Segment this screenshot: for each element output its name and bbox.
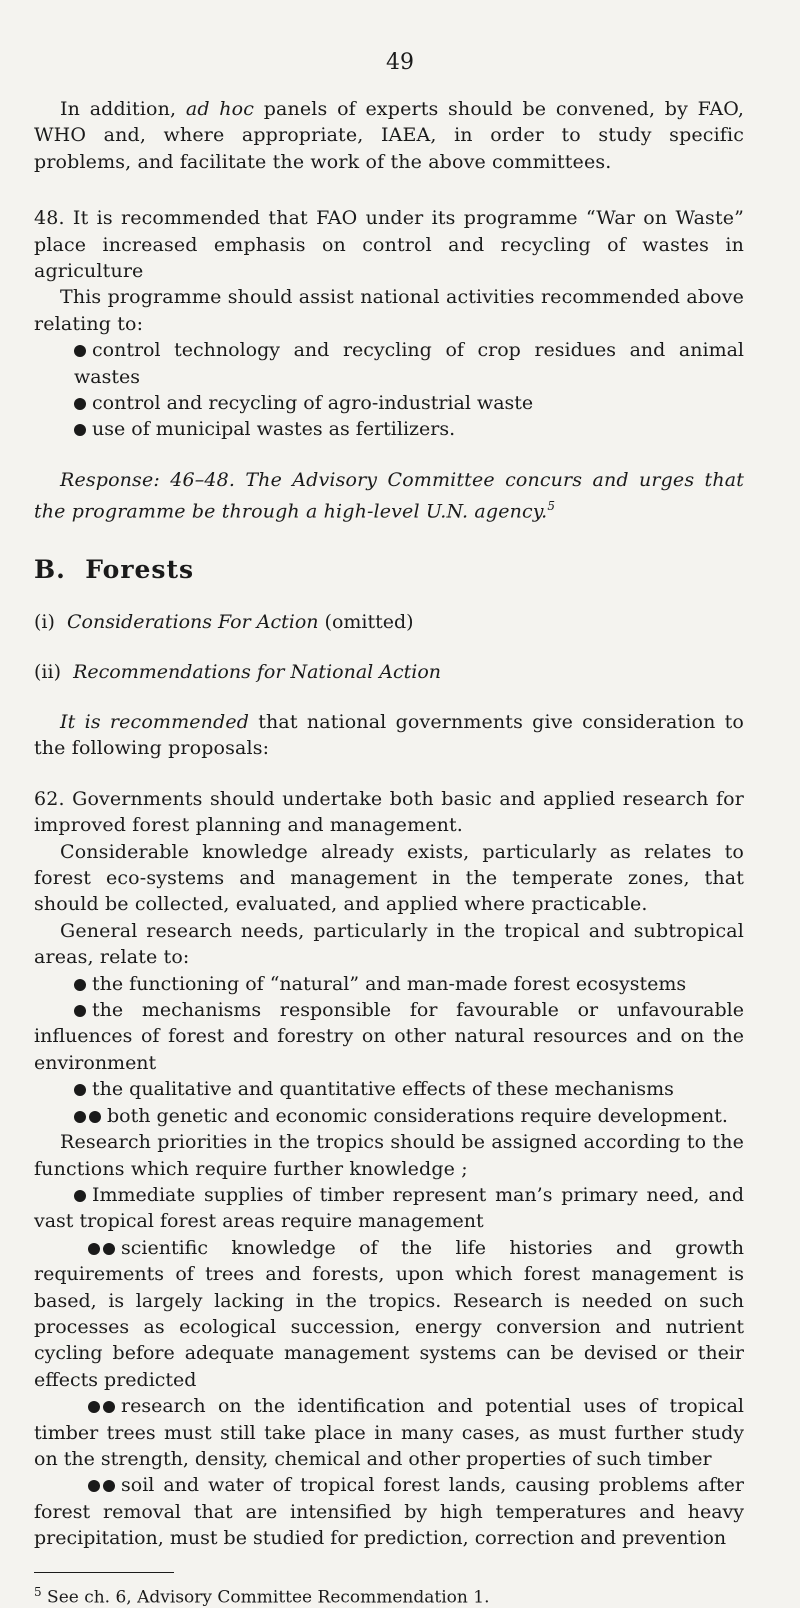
subsection-ii-title: Recommendations for National Action	[73, 661, 442, 684]
bullet-icon	[74, 1190, 86, 1202]
section-letter: B.	[34, 555, 66, 585]
bullet-text: control and recycling of agro-industrial waste	[92, 392, 534, 415]
page-content	[34, 96, 744, 1608]
bullet-item	[74, 390, 744, 416]
double-bullet-item	[34, 1393, 744, 1472]
bullet-icon	[74, 424, 86, 436]
double-bullet-item	[34, 1472, 744, 1551]
subsection-ii	[34, 659, 744, 685]
bullet-icon	[74, 979, 86, 991]
subsection-i-title: Considerations For Action	[67, 611, 319, 634]
subsection-i-note: (omitted)	[324, 611, 414, 634]
bullet-icon	[103, 1243, 115, 1255]
bullet-icon	[88, 1480, 100, 1492]
bullet-item	[74, 1076, 744, 1102]
bullet-text: soil and water of tropical forest lands, causing problems after forest removal that are intensified by high temperatures and heavy precipitation, must be studied for prediction, correction and prevention	[34, 1474, 744, 1550]
intro-text-adhoc: ad hoc	[185, 98, 255, 120]
recommendation-62-bullets	[34, 971, 744, 1129]
recommendation-62: 62. Governments should undertake both basic and applied research for improved forest planning and management.	[34, 787, 744, 837]
lead-italic: It is recommended	[60, 711, 250, 734]
subsection-i	[34, 609, 744, 635]
bullet-icon	[74, 398, 86, 410]
bullet-item	[34, 997, 744, 1076]
bullet-icon	[88, 1243, 100, 1255]
intro-paragraph	[34, 96, 744, 175]
recommendation-48: 48. It is recommended that FAO under its programme “War on Waste” place increased emphasis on control and recycling of wastes in agriculture	[34, 207, 744, 283]
footnote-divider	[34, 1572, 174, 1573]
page-number: 49	[386, 50, 414, 75]
recommendation-48-bullets	[34, 337, 744, 443]
bullet-text: research on the identification and potential uses of tropical timber trees must still take place in many cases, as must further study on the strength, density, chemical and other properties of such timber	[34, 1395, 744, 1470]
bullet-icon	[74, 1111, 86, 1123]
lead-paragraph	[34, 709, 744, 762]
response-label: Response:	[60, 468, 160, 491]
bullet-icon	[74, 345, 86, 357]
intro-text-c: panels of experts should be convened, by FAO, WHO and, where appropriate, IAEA, in order to study specific problems, and facilitate the work of the above committees.	[34, 98, 745, 173]
bullet-text: Immediate supplies of timber represent man’s primary need, and vast tropical forest areas require management	[34, 1183, 744, 1233]
bullet-text: the functioning of “natural” and man-made forest ecosystems	[92, 972, 687, 995]
footnote-ref: 5	[547, 499, 556, 514]
bullet-item	[74, 416, 744, 442]
bullet-text: the mechanisms responsible for favourable or unfavourable influences of forest and forestry on other natural resources and on the environment	[34, 999, 744, 1074]
response-text: 46–48. The Advisory Committee concurs and urges that the programme be through a high-level U.N. agency.	[34, 468, 744, 523]
subsection-ii-number: (ii)	[34, 661, 61, 684]
bullet-icon	[88, 1401, 100, 1413]
bullet-text: both genetic and economic considerations require development.	[107, 1104, 728, 1127]
bullet-text: the qualitative and quantitative effects of these mechanisms	[92, 1078, 674, 1101]
footnote	[34, 1581, 744, 1608]
recommendation-48-sub: This programme should assist national activities recommended above relating to:	[34, 286, 744, 335]
response-paragraph	[34, 467, 744, 525]
bullet-icon	[89, 1111, 101, 1123]
bullet-icon	[103, 1480, 115, 1492]
section-title: Forests	[85, 555, 195, 585]
bullet-text: control technology and recycling of crop residues and animal wastes	[74, 339, 744, 388]
bullet-icon	[74, 1084, 86, 1096]
bullet-icon	[74, 1005, 86, 1017]
bullet-text: use of municipal wastes as fertilizers.	[92, 418, 456, 441]
lead-rest: that national governments give consideration to the following proposals:	[34, 711, 744, 760]
subsection-i-number: (i)	[34, 611, 55, 634]
bullet-item	[74, 337, 744, 390]
footnote-text: See ch. 6, Advisory Committee Recommendation 1.	[41, 1587, 490, 1608]
double-bullet-item	[74, 1103, 744, 1129]
recommendation-62-p2: Considerable knowledge already exists, particularly as relates to forest eco-systems and management in the temperate zones, that should be collected, evaluated, and applied where practicable.	[34, 840, 744, 916]
footnote-number: 5	[34, 1584, 42, 1599]
intro-text-a: In addition,	[60, 98, 186, 120]
double-bullet-item	[34, 1235, 744, 1393]
bullet-text: scientific knowledge of the life histories and growth requirements of trees and forests, upon which forest management is based, is largely lacking in the tropics. Research is needed on such processes as ecological succession, energy conversion and nutrient cycling before adequate management systems can be devised or their effects predicted	[34, 1236, 744, 1391]
section-heading-forests	[34, 555, 744, 585]
bullet-item	[34, 1182, 744, 1235]
recommendation-62-p3: General research needs, particularly in the tropical and subtropical areas, relate to:	[34, 919, 744, 969]
recommendation-62-priorities	[34, 1182, 744, 1552]
bullet-icon	[103, 1401, 115, 1413]
bullet-item	[74, 971, 744, 997]
recommendation-62-p4: Research priorities in the tropics should be assigned according to the functions which require further knowledge ;	[34, 1131, 744, 1180]
